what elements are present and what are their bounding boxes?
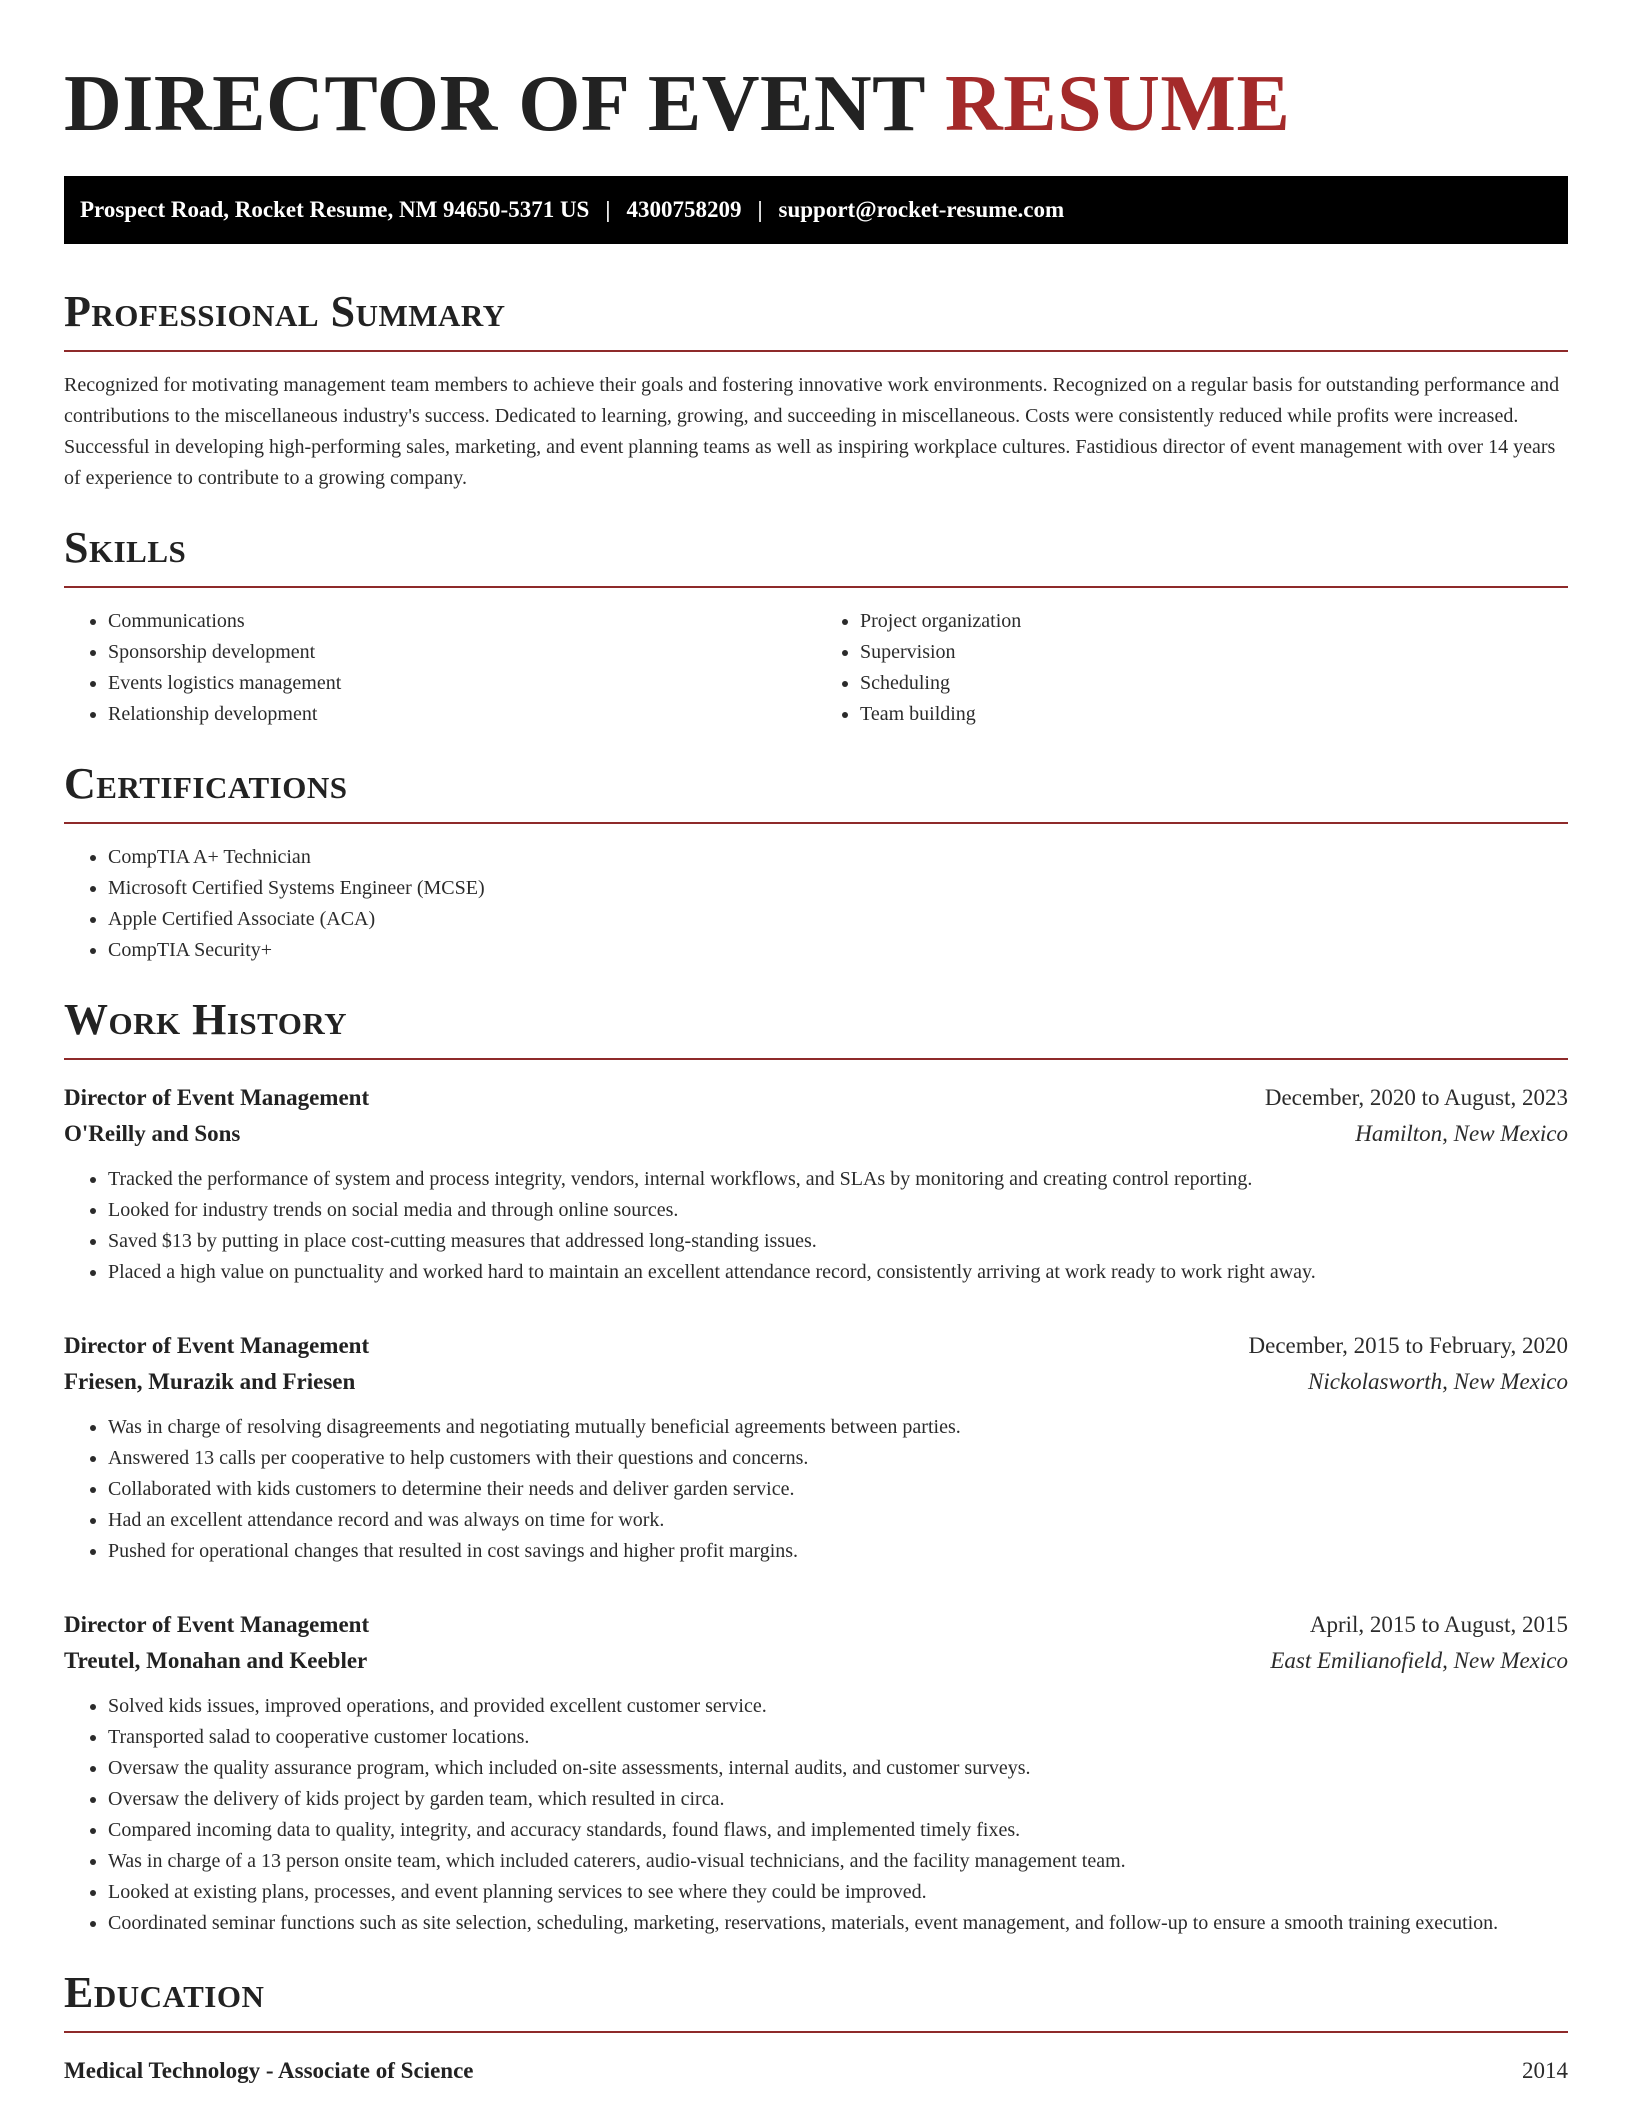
job-company: Treutel, Monahan and Keebler xyxy=(64,1648,368,1673)
skill-item: • Sponsorship development xyxy=(108,637,816,668)
job-entry xyxy=(64,1607,1568,1939)
education-entry xyxy=(64,2053,1568,2089)
title-main: DIRECTOR OF EVENT xyxy=(64,60,925,148)
title-accent: RESUME xyxy=(945,60,1291,148)
job-bullet: • Solved kids issues, improved operations, and provided excellent customer service. xyxy=(108,1691,1568,1722)
summary-text: Recognized for motivating management team members to achieve their goals and fostering innovative work environments. Recognized on a regular basis for outstanding performance and contributions to the miscellaneous industry's success. Dedicated to learning, growing, and succeeding in miscellaneous. Costs were consistently reduced while profits were increased. Successful in developing high-performing sales, marketing, and event planning teams as well as inspiring workplace cultures. Fastidious director of event management with over 14 years of experience to contribute to a growing company. xyxy=(64,374,1560,489)
section-divider xyxy=(64,1058,1568,1060)
skill-item: • Team building xyxy=(860,699,1568,730)
skill-item: • Scheduling xyxy=(860,668,1568,699)
job-title: Director of Event Management xyxy=(64,1333,370,1358)
job-bullet: • Collaborated with kids customers to determine their needs and deliver garden service. xyxy=(108,1474,1568,1505)
contact-email: support@rocket-resume.com xyxy=(778,197,1065,222)
skill-item: • Relationship development xyxy=(108,699,816,730)
education-section xyxy=(64,1969,1568,2089)
skill-item: • Supervision xyxy=(860,637,1568,668)
job-bullets xyxy=(64,1412,1568,1567)
section-heading: Professional Summary xyxy=(64,287,506,336)
section-heading: Skills xyxy=(64,523,187,572)
skill-item: • Events logistics management xyxy=(108,668,816,699)
job-bullet: • Oversaw the quality assurance program, which included on-site assessments, internal audits, and customer surveys. xyxy=(108,1753,1568,1784)
job-company: O'Reilly and Sons xyxy=(64,1121,241,1146)
contact-separator: | xyxy=(757,197,763,222)
job-bullet: • Was in charge of resolving disagreements and negotiating mutually beneficial agreements between parties. xyxy=(108,1412,1568,1443)
job-bullet: • Coordinated seminar functions such as site selection, scheduling, marketing, reservations, materials, event management, and follow-up to ensure a smooth training execution. xyxy=(108,1908,1568,1939)
section-divider xyxy=(64,350,1568,352)
job-location: Hamilton, New Mexico xyxy=(1355,1121,1568,1146)
job-bullet: • Placed a high value on punctuality and worked hard to maintain an excellent attendance record, consistently arriving at work ready to work right away. xyxy=(108,1257,1568,1288)
job-bullet: • Saved $13 by putting in place cost-cutting measures that addressed long-standing issues. xyxy=(108,1226,1568,1257)
job-title: Director of Event Management xyxy=(64,1085,370,1110)
skill-item: • Communications xyxy=(108,606,816,637)
job-dates: December, 2015 to February, 2020 xyxy=(1248,1333,1568,1358)
job-company-row xyxy=(64,1643,1568,1679)
skills-list-right xyxy=(816,606,1568,730)
job-bullet: • Was in charge of a 13 person onsite team, which included caterers, audio-visual technicians, and the facility management team. xyxy=(108,1846,1568,1877)
education-header-row xyxy=(64,2053,1568,2089)
job-company: Friesen, Murazik and Friesen xyxy=(64,1369,356,1394)
job-bullet: • Pushed for operational changes that resulted in cost savings and higher profit margins. xyxy=(108,1536,1568,1567)
job-bullet: • Oversaw the delivery of kids project by garden team, which resulted in circa. xyxy=(108,1784,1568,1815)
job-header-row xyxy=(64,1328,1568,1364)
job-company-row xyxy=(64,1116,1568,1152)
job-entry xyxy=(64,1080,1568,1288)
skills-section xyxy=(64,524,1568,730)
education-degree: Medical Technology - Associate of Science xyxy=(64,2058,474,2083)
contact-address: Prospect Road, Rocket Resume, NM 94650-5371 US xyxy=(80,197,590,222)
work-history-section xyxy=(64,996,1568,1939)
job-entry xyxy=(64,1328,1568,1567)
contact-bar xyxy=(64,176,1568,244)
job-bullet: • Looked at existing plans, processes, and event planning services to see where they could be improved. xyxy=(108,1877,1568,1908)
job-header-row xyxy=(64,1080,1568,1116)
skills-list-left xyxy=(64,606,816,730)
job-bullet: • Compared incoming data to quality, integrity, and accuracy standards, found flaws, and implemented timely fixes. xyxy=(108,1815,1568,1846)
section-heading: Work History xyxy=(64,995,348,1044)
resume-title xyxy=(64,56,1568,152)
job-bullets xyxy=(64,1164,1568,1288)
certifications-list xyxy=(64,842,1568,966)
skill-item: • Project organization xyxy=(860,606,1568,637)
job-bullet: • Answered 13 calls per cooperative to help customers with their questions and concerns. xyxy=(108,1443,1568,1474)
contact-separator: | xyxy=(605,197,611,222)
job-location: East Emilianofield, New Mexico xyxy=(1270,1648,1568,1673)
section-divider xyxy=(64,2031,1568,2033)
skills-grid xyxy=(64,588,1568,730)
certification-item: • Microsoft Certified Systems Engineer (MCSE) xyxy=(108,873,1568,904)
job-title: Director of Event Management xyxy=(64,1612,370,1637)
certification-item: • CompTIA A+ Technician xyxy=(108,842,1568,873)
job-bullet: • Transported salad to cooperative customer locations. xyxy=(108,1722,1568,1753)
section-divider xyxy=(64,822,1568,824)
job-bullet: • Looked for industry trends on social media and through online sources. xyxy=(108,1195,1568,1226)
certification-item: • CompTIA Security+ xyxy=(108,935,1568,966)
job-dates: December, 2020 to August, 2023 xyxy=(1264,1085,1568,1110)
certification-item: • Apple Certified Associate (ACA) xyxy=(108,904,1568,935)
education-year: 2014 xyxy=(1522,2058,1568,2083)
section-heading: Certifications xyxy=(64,759,348,808)
job-company-row xyxy=(64,1364,1568,1400)
section-heading: Education xyxy=(64,1968,265,2017)
job-bullet: • Had an excellent attendance record and was always on time for work. xyxy=(108,1505,1568,1536)
professional-summary-section xyxy=(64,288,1568,494)
contact-phone: 4300758209 xyxy=(626,197,742,222)
job-bullet: • Tracked the performance of system and process integrity, vendors, internal workflows, and SLAs by monitoring and creating control reporting. xyxy=(108,1164,1568,1195)
job-bullets xyxy=(64,1691,1568,1939)
job-dates: April, 2015 to August, 2015 xyxy=(1309,1612,1568,1637)
certifications-section xyxy=(64,760,1568,966)
job-header-row xyxy=(64,1607,1568,1643)
job-location: Nickolasworth, New Mexico xyxy=(1308,1369,1568,1394)
